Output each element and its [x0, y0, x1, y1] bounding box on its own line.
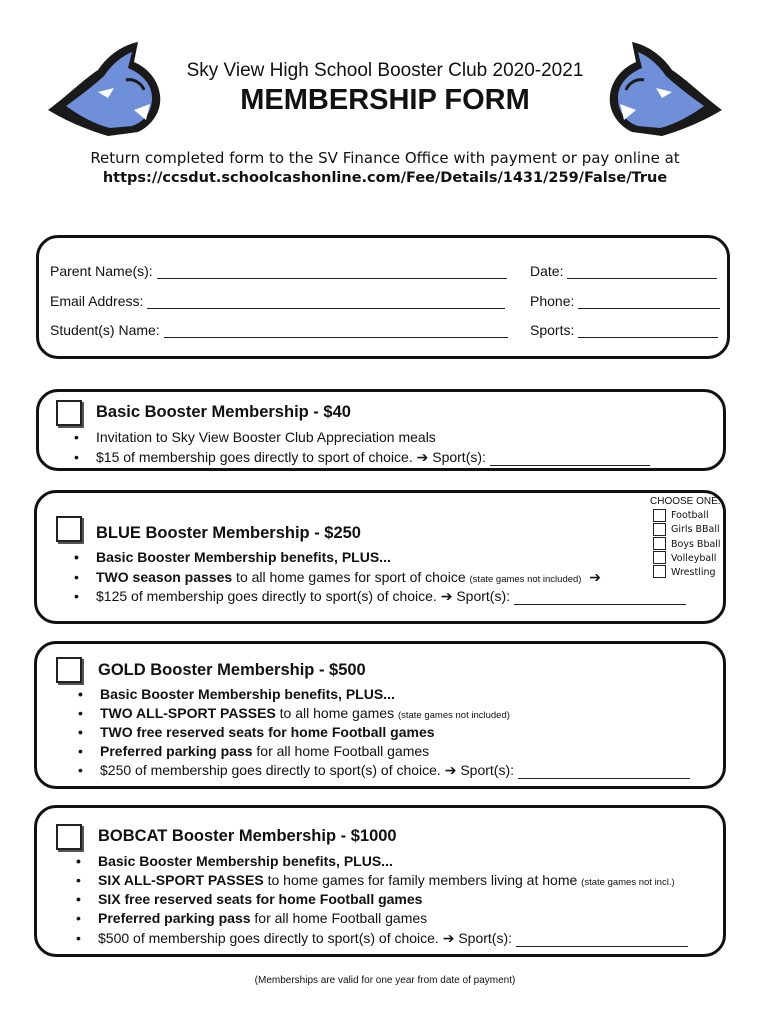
choose-one-label: CHOOSE ONE: — [650, 496, 721, 507]
volleyball-checkbox[interactable] — [653, 551, 666, 564]
form-title: MEMBERSHIP FORM — [240, 84, 530, 116]
blue-bullet-1: • Basic Booster Membership benefits, PLUS... — [74, 549, 391, 565]
bobcat-bullet-3: • SIX free reserved seats for home Football games — [76, 891, 423, 907]
bobcat-tier-title: BOBCAT Booster Membership - $1000 — [98, 827, 397, 845]
gold-bullet-4: • Preferred parking pass for all home Football games — [78, 743, 430, 759]
student-name-label: Student(s) Name: — [50, 322, 160, 338]
wrestling-choice-label: Wrestling — [671, 567, 716, 578]
club-subtitle: Sky View High School Booster Club 2020-2021 — [186, 60, 584, 81]
basic-bullet-1: • Invitation to Sky View Booster Club Appreciation meals — [74, 429, 436, 445]
basic-tier-title: Basic Booster Membership - $40 — [96, 403, 351, 421]
basic-tier-checkbox[interactable] — [56, 400, 82, 426]
blue-bullet-2: • TWO season passes to all home games for sport of choice (state games not included) ➔ — [74, 569, 601, 585]
blue-tier-checkbox[interactable] — [56, 516, 82, 542]
phone-field[interactable] — [530, 293, 720, 309]
gold-bullet-3: • TWO free reserved seats for home Football games — [78, 724, 435, 740]
gold-bullet-1: • Basic Booster Membership benefits, PLUS... — [78, 686, 395, 702]
gold-bullet-2: • TWO ALL-SPORT PASSES to all home games (state games not included) — [78, 705, 510, 721]
email-label: Email Address: — [50, 293, 144, 309]
bobcat-bullet-4: • Preferred parking pass for all home Football games — [76, 910, 428, 926]
wrestling-checkbox[interactable] — [653, 565, 666, 578]
bobcat-tier-checkbox[interactable] — [56, 824, 82, 850]
sports-label: Sports: — [530, 322, 575, 338]
bobcat-bullet-2: • SIX ALL-SPORT PASSES to home games for family members living at home (state games not incl.) — [76, 872, 675, 888]
sports-field[interactable] — [530, 322, 718, 338]
payment-url[interactable]: https://ccsdut.schoolcashonline.com/Fee/Details/1431/259/False/True — [102, 170, 668, 186]
phone-label: Phone: — [530, 293, 575, 309]
blue-tier-title: BLUE Booster Membership - $250 — [96, 524, 361, 542]
football-checkbox[interactable] — [653, 509, 666, 522]
parent-name-field[interactable] — [50, 263, 507, 279]
validity-note: (Memberships are valid for one year from date of payment) — [254, 975, 516, 986]
football-choice-label: Football — [671, 510, 709, 521]
basic-bullet-2[interactable]: • $15 of membership goes directly to sport of choice. ➔ Sport(s): — [96, 449, 650, 466]
parent-name-label: Parent Name(s): — [50, 263, 153, 279]
gold-bullet-5[interactable]: • $250 of membership goes directly to sport(s) of choice. ➔ Sport(s): — [100, 762, 690, 779]
volleyball-choice-label: Volleyball — [671, 553, 717, 564]
girls-bball-choice-label: Girls BBall — [671, 524, 720, 535]
date-label: Date: — [530, 263, 564, 279]
boys-bball-choice-label: Boys Bball — [671, 539, 721, 550]
date-field[interactable] — [530, 263, 717, 279]
student-name-field[interactable] — [50, 322, 508, 338]
email-field[interactable] — [50, 293, 505, 309]
gold-tier-checkbox[interactable] — [56, 657, 82, 683]
return-instructions: Return completed form to the SV Finance Office with payment or pay online at — [90, 149, 680, 167]
bobcat-bullet-1: • Basic Booster Membership benefits, PLUS... — [76, 853, 393, 869]
girls-bball-checkbox[interactable] — [653, 523, 666, 536]
boys-bball-checkbox[interactable] — [653, 537, 666, 550]
gold-tier-title: GOLD Booster Membership - $500 — [98, 661, 366, 679]
blue-bullet-3[interactable]: • $125 of membership goes directly to sport(s) of choice. ➔ Sport(s): — [96, 588, 686, 605]
bobcat-bullet-5[interactable]: • $500 of membership goes directly to sport(s) of choice. ➔ Sport(s): — [98, 930, 688, 947]
